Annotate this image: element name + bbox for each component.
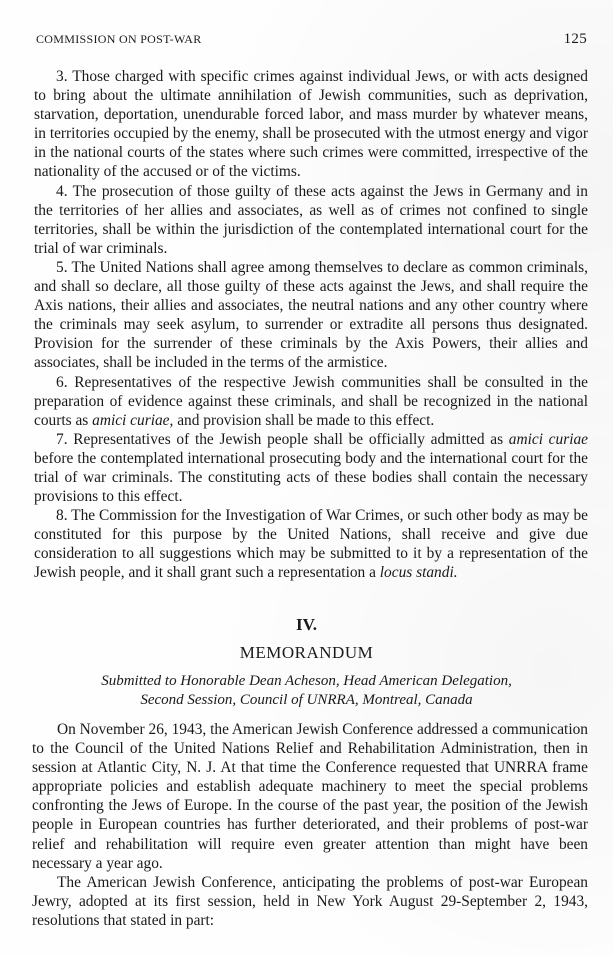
memorandum-paragraph-1: On November 26, 1943, the American Jewish Conference addressed a communication to the Council of the United Nations Relief and Rehabilitation Administration, then in session at Atlantic City, N. J. At that time the Conference requested that UNRRA frame appropriate policies and establish adequate machinery to meet the special problems confronting the Jews of Europe. In the course of the past year, the position of the Jewish people in European countries has further deteriorated, and their problems of post-war relief and rehabilitation will require even greater attention than might have been necessary a year ago.	[32, 721, 588, 872]
resolution-number: 6.	[56, 373, 68, 391]
resolution-text-continued: before the contemplated international prosecuting body and the international court for the trial of war criminals. The constituting acts of these bodies shall contain the necessary provisions to this effect.	[34, 449, 588, 506]
latin-term: amici curiae,	[92, 411, 174, 429]
resolution-number: 3.	[56, 68, 68, 85]
resolution-3	[34, 67, 588, 182]
section-numeral: IV.	[296, 615, 317, 634]
running-title: COMMISSION ON POST-WAR	[36, 32, 202, 46]
resolution-text: Representatives of the respective Jewish communities shall be consulted in the preparation of evidence against these criminals, and shall be recognized in the national courts as	[34, 373, 588, 429]
resolution-7	[34, 430, 588, 506]
running-header	[36, 32, 587, 52]
memorandum-paragraph-2: The American Jewish Conference, anticipating the problems of post-war European Jewry, adopted at its first session, held in New York August 29-September 2, 1943, resolutions that stated in part:	[32, 873, 588, 929]
subtitle-line-2: Second Session, Council of UNRRA, Montreal, Canada	[140, 692, 473, 708]
resolution-text: The Commission for the Investigation of War Crimes, or such other body as may be constituted for this purpose by the United Nations, shall receive and give due consideration to all suggestions which may be submitted to it by a representation of the Jewish people, and it shall grant such a representation a	[34, 507, 588, 582]
resolution-text: The prosecution of those guilty of these acts against the Jews in Germany and in the territories of her allies and associates, as well as of crimes not confined to single territories, shall be within the jurisdiction of the contemplated international court for the trial of war criminals.	[34, 182, 588, 257]
resolution-text: The United Nations shall agree among themselves to declare as common criminals, and shall so declare, all those guilty of these acts against the Jews, and shall require the Axis nations, their allies and associates, the neutral nations and any other country where the criminals may seek asylum, to surrender or extradite all persons thus designated. Provision for the surrender of these criminals by the Axis Powers, their allies and associates, shall be included in the terms of the armistice.	[34, 258, 588, 372]
latin-term: amici curiae	[508, 430, 589, 448]
resolution-text: Those charged with specific crimes against individual Jews, or with acts designed to bring about the ultimate annihilation of Jewish communities, such as deprivation, starvation, deportation, unendurable forced labor, and mass murder by whatever means, in territories occupied by the enemy, shall be prosecuted with the utmost energy and vigor in the national courts of the states where such crimes were committed, irrespective of the nationality of the accused or of the victims.	[34, 68, 588, 181]
memorandum-body	[32, 720, 588, 930]
resolution-text-continued: and provision shall be made to this effect.	[173, 411, 435, 429]
section-title: MEMORANDUM	[239, 643, 374, 662]
resolution-text: Representatives of the Jewish people shall be officially admitted as	[73, 430, 509, 448]
resolutions-list	[34, 67, 588, 583]
page-number: 125	[563, 31, 587, 47]
resolution-number: 8.	[56, 507, 68, 525]
resolution-4	[34, 182, 588, 258]
section-subtitle	[0, 672, 613, 710]
resolution-5	[34, 258, 588, 373]
resolution-number: 4.	[56, 182, 68, 200]
latin-term: locus standi.	[379, 564, 458, 582]
resolution-8	[34, 506, 588, 582]
resolution-number: 7.	[56, 430, 68, 448]
subtitle-line-1: Submitted to Honorable Dean Acheson, Head American Delegation,	[101, 673, 512, 689]
resolution-6	[34, 373, 588, 430]
resolution-number: 5.	[56, 258, 68, 276]
